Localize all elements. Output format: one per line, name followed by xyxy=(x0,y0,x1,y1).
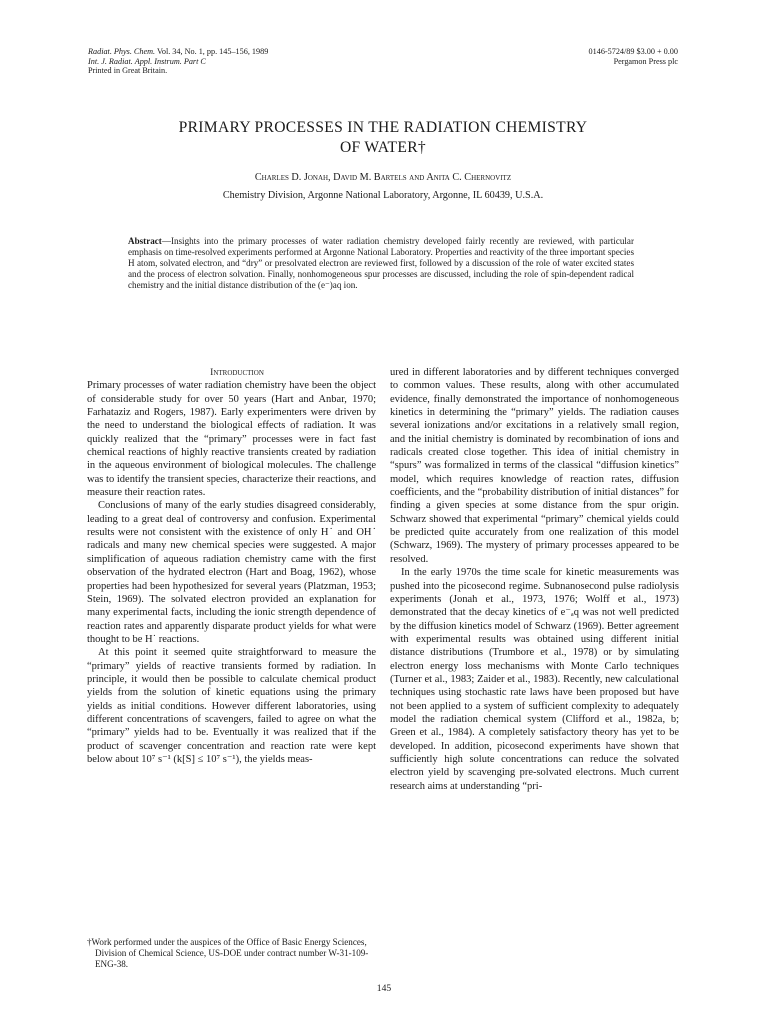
journal-citation xyxy=(88,47,268,76)
abstract-label: Abstract xyxy=(128,236,162,246)
journal-name: Radiat. Phys. Chem. xyxy=(88,47,156,56)
abstract-text: —Insights into the primary processes of water radiation chemistry developed fairly recently are reviewed, with particular emphasis on time-resolved experiments performed at Argonne National Laboratory. Properties and reactivity of the three important species H atom, solvated electron, and “dry” or presolvated electron are reviewed first, followed by a discussion of the role of water excited states and the process of electron solvation. Finally, nonhomogeneous spur processes are discussed, including the role of spin-dependent radical chemistry and the initial distance distribution of the (e⁻)aq ion. xyxy=(128,236,634,291)
paragraph: Primary processes of water radiation chemistry have been the object of considerable study for over 50 years (Hart and Anbar, 1970; Farhataziz and Rogers, 1987). Early experimenters were driven by the need to understand the biological effects of radiation. It was quickly realized that the “primary” processes were in fact fast chemical reactions of highly reactive transients created by radiation in the aqueous environment of biological molecules. The challenge was to identify the transient species, characterize their reactions, and measure their reaction rates. xyxy=(87,380,376,499)
page-number: 145 xyxy=(376,983,392,994)
abstract xyxy=(128,236,634,291)
affiliation: Chemistry Division, Argonne National Laboratory, Argonne, IL 60439, U.S.A. xyxy=(222,190,544,201)
footnote-text: †Work performed under the auspices of the Office of Basic Energy Sciences, Division of Chemical Science, US-DOE under contract number W-31-109-ENG-38. xyxy=(87,937,369,969)
right-column xyxy=(390,366,679,793)
printed-in: Printed in Great Britain. xyxy=(88,66,168,76)
paragraph: Conclusions of many of the early studies disagreed considerably, leading to a great deal of controversy and confusion. Experimental results were not consistent with the existence of only H˙ and OH˙ radicals and many new chemical species were suggested. A major simplification of aqueous radiation chemistry came with the first observation of the hydrated electron (Hart and Boag, 1962), whose properties had been hypothesized for several years (Platzman, 1953; Stein, 1969). The solvated electron provided an explanation for many experimental facts, including the ionic strength dependence of reaction rates and apparently disparate product yields for what were thought to be H˙ reactions. xyxy=(87,500,376,645)
publisher-code xyxy=(589,47,678,66)
journal-subtitle: Int. J. Radiat. Appl. Instrum. Part C xyxy=(88,56,206,66)
journal-volume: Vol. 34, No. 1, pp. 145–156, 1989 xyxy=(155,47,269,56)
paragraph: ured in different laboratories and by different techniques converged to common values. These results, along with other accumulated evidence, finally demonstrated the importance of nonhomogeneous kinetics in determining the “primary” yields. The radiation causes several ionizations and/or excitations in a relatively small region, and the initial chemistry is dominated by recombination of ions and radicals created close together. This idea of initial chemistry in “spurs” was formalized in terms of the classical “diffusion kinetics” model, which requires knowledge of reaction rates, diffusion coefficients, and the “probability distribution of initial distances” for finding a given species at some distance from the spur origin. Schwarz showed that experimental “primary” chemical yields could be predicted quite accurately from one realization of this model (Schwarz, 1969). The mystery of primary processes appeared to be resolved. xyxy=(390,367,679,565)
paper-title xyxy=(88,118,678,158)
paragraph: At this point it seemed quite straightforward to measure the “primary” yields of reactive transients formed by radiation. In principle, it would then be possible to calculate chemical product yields from the solution of kinetic equations using the primary yields as initial conditions. However different laboratories, using different concentrations of scavengers, failed to agree on what the “primary” yields had to be. Eventually it was realized that if the product of scavenger concentration and reaction rate were kept below about 10⁷ s⁻¹ (k[S] ≤ 10⁷ s⁻¹), the yields meas- xyxy=(87,647,376,765)
title-line-2: OF WATER† xyxy=(339,139,427,156)
publisher-name: Pergamon Press plc xyxy=(613,56,678,66)
authors: Charles D. Jonah, David M. Bartels and Anita C. Chernovitz xyxy=(254,172,512,183)
section-heading-introduction: Introduction xyxy=(210,367,264,378)
title-line-1: PRIMARY PROCESSES IN THE RADIATION CHEMISTRY xyxy=(178,119,588,136)
issn-price: 0146-5724/89 $3.00 + 0.00 xyxy=(588,47,678,56)
left-column xyxy=(87,366,376,766)
footnote xyxy=(87,937,376,970)
paragraph: In the early 1970s the time scale for kinetic measurements was pushed into the picosecond regime. Subnanosecond pulse radiolysis experiments (Jonah et al., 1973, 1976; Wolff et al., 1973) demonstrated that the decay kinetics of e⁻ₐq was not well predicted by the diffusion kinetics model of Schwarz (1969). Better agreement with experimental results was obtained using different initial distance distributions (Trumbore et al., 1978) or by simulating electron energy loss mechanisms with Monte Carlo techniques (Turner et al., 1983; Zaider et al., 1983). Recently, new calculational techniques using stochastic rate laws have been proposed but have not been applied to a system of sufficient complexity to adequately model the radiation chemical system (Clifford et al., 1982a, b; Green et al., 1984). A completely satisfactory theory has yet to be developed. In addition, picosecond experiments have shown that sufficiently high solute concentrations can reduce the solvated electron yield by scavenging pre-solvated electrons. Much current research aims at understanding “pri- xyxy=(390,567,679,792)
